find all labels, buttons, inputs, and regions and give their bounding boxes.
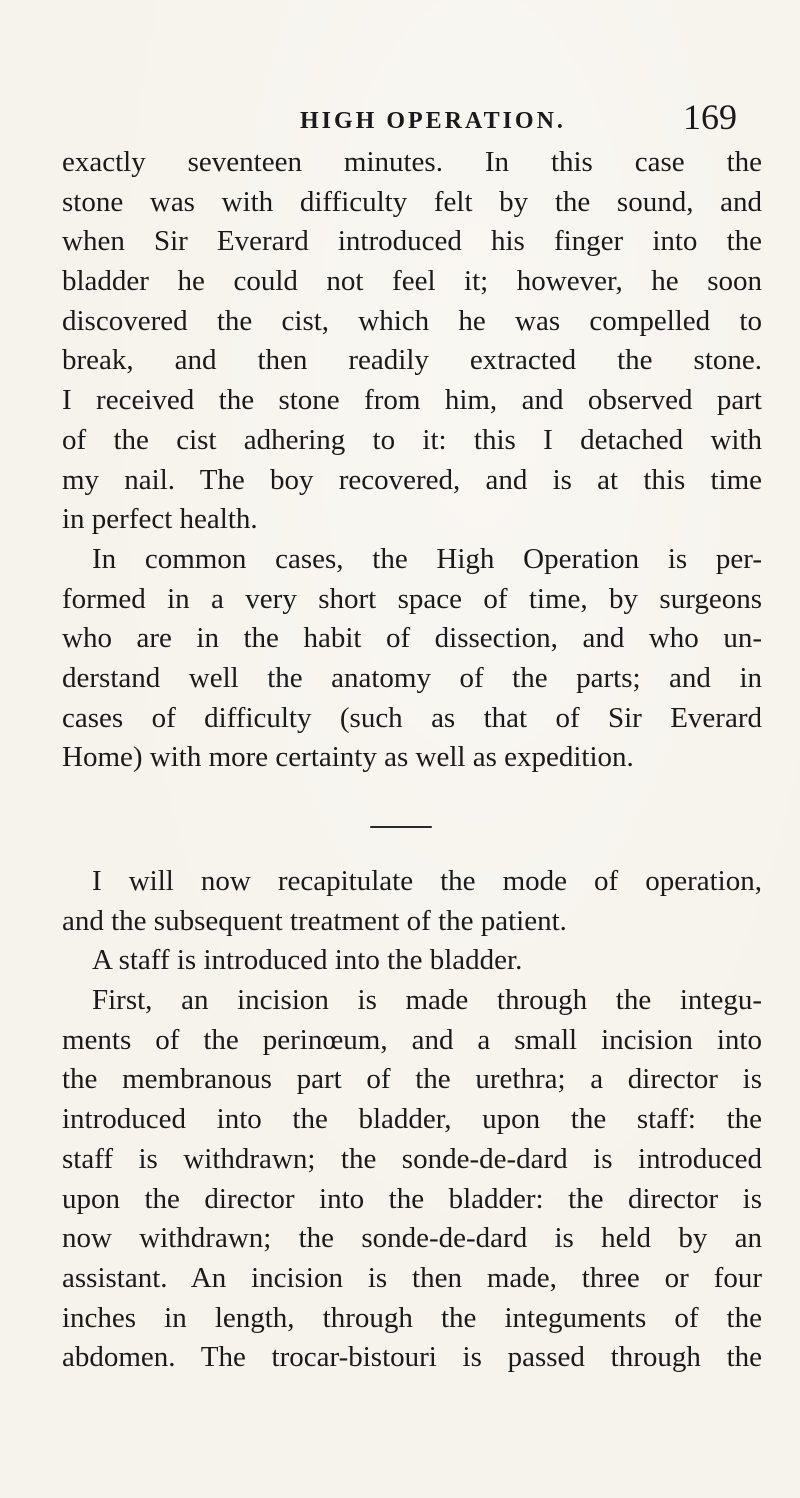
text-line: my nail. The boy recovered, and is at this time: [62, 463, 762, 496]
running-head: HIGH OPERATION.: [300, 108, 566, 134]
text-line: abdomen. The trocar-bistouri is passed through the: [62, 1341, 762, 1374]
text-line: exactly seventeen minutes. In this case the: [62, 146, 762, 178]
text-line: introduced into the bladder, upon the staff: the: [62, 1103, 762, 1136]
text-line: derstand well the anatomy of the parts; and in: [62, 661, 762, 694]
text-line: ments of the perinœum, and a small incision into: [62, 1023, 762, 1056]
text-line: A staff is introduced into the bladder.: [92, 944, 523, 977]
text-line: and the subsequent treatment of the patient.: [62, 904, 567, 937]
text-line: I received the stone from him, and observed part: [62, 384, 762, 417]
page-header: [0, 88, 800, 138]
text-line: bladder he could not feel it; however, he soon: [62, 265, 762, 298]
text-line: In common cases, the High Operation is per-: [92, 542, 762, 575]
text-line: I will now recapitulate the mode of operation,: [92, 865, 762, 897]
text-line: upon the director into the bladder: the director is: [62, 1182, 762, 1215]
text-line: now withdrawn; the sonde-de-dard is held by an: [62, 1222, 762, 1255]
text-line: in perfect health.: [62, 503, 258, 536]
text-line: formed in a very short space of time, by surgeons: [62, 582, 762, 615]
text-line: staff is withdrawn; the sonde-de-dard is introduced: [62, 1142, 762, 1175]
body-text-second-section: [62, 862, 762, 1378]
text-line: stone was with difficulty felt by the sound, and: [62, 185, 762, 218]
text-line: First, an incision is made through the integu-: [92, 984, 762, 1017]
text-line: when Sir Everard introduced his finger into the: [62, 225, 762, 258]
body-text-first-section: [62, 143, 762, 778]
text-line: who are in the habit of dissection, and who un-: [62, 622, 762, 655]
text-line: inches in length, through the integuments of the: [62, 1301, 762, 1334]
text-line: cases of difficulty (such as that of Sir Everard: [62, 701, 762, 734]
section-divider-rule: [370, 826, 432, 828]
text-line: Home) with more certainty as well as expedition.: [62, 741, 634, 774]
text-line: the membranous part of the urethra; a director is: [62, 1063, 762, 1096]
text-line: of the cist adhering to it: this I detached with: [62, 423, 762, 456]
text-line: break, and then readily extracted the stone.: [62, 344, 762, 377]
text-line: discovered the cist, which he was compelled to: [62, 304, 762, 337]
text-line: assistant. An incision is then made, three or four: [62, 1261, 762, 1294]
page-number: 169: [683, 97, 737, 137]
